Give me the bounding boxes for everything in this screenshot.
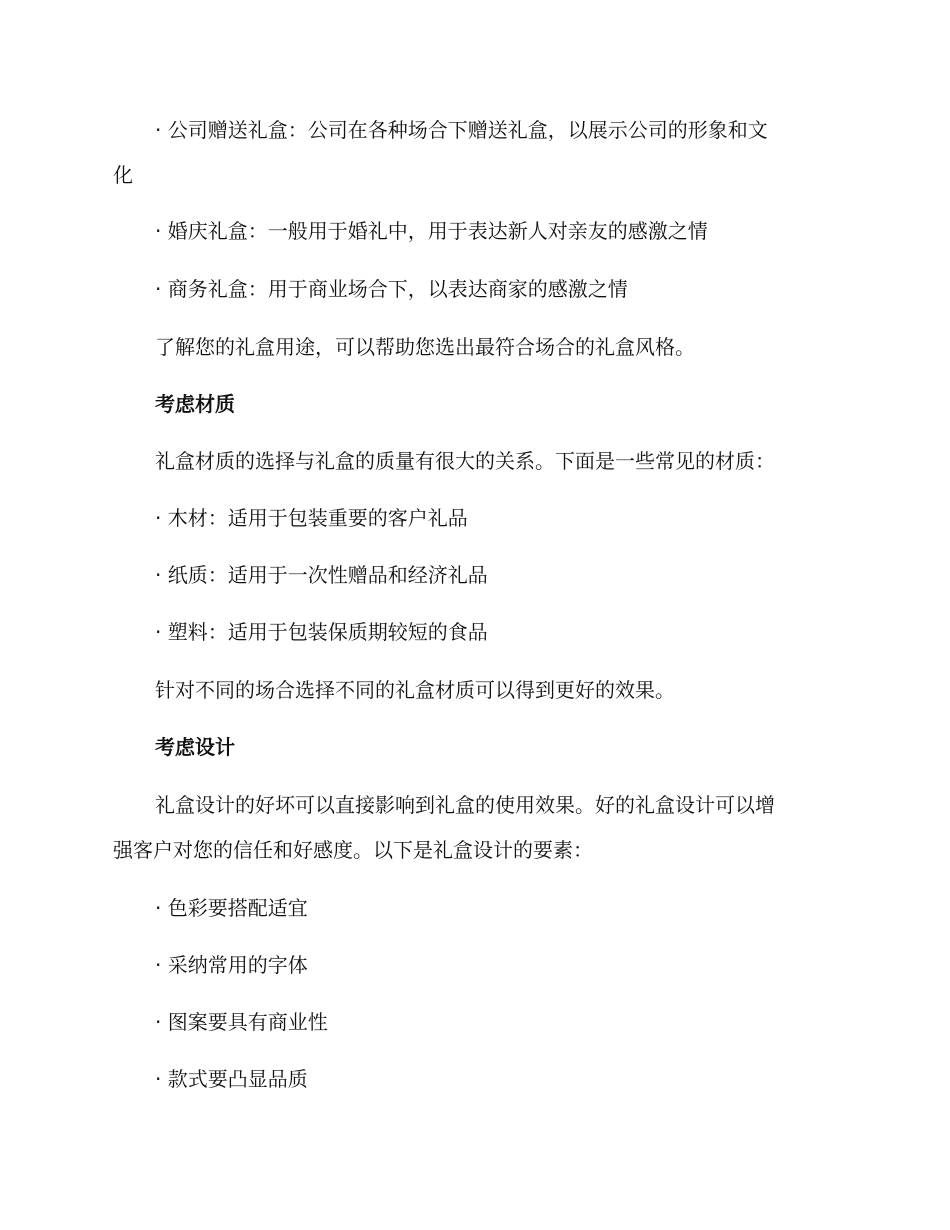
list-item-business-gift-box: · 商务礼盒：用于商业场合下，以表达商家的感激之情 [155,277,628,301]
list-item-paper: · 纸质：适用于一次性赠品和经济礼品 [155,563,488,587]
list-item-company-gift-box: · 公司赠送礼盒：公司在各种场合下赠送礼盒，以展示公司的形象和文 [155,118,768,142]
list-item-plastic: · 塑料：适用于包装保质期较短的食品 [155,620,488,644]
list-item-font: · 采纳常用的字体 [155,953,308,977]
list-item-color: · 色彩要搭配适宜 [155,896,308,920]
list-item-company-gift-box-continued: 化 [113,163,133,187]
paragraph-design-intro: 礼盒设计的好坏可以直接影响到礼盒的使用效果。好的礼盒设计可以增 [155,793,775,817]
paragraph-material-summary: 针对不同的场合选择不同的礼盒材质可以得到更好的效果。 [155,678,675,702]
section-heading-material: 考虑材质 [155,392,235,416]
list-item-wedding-gift-box: · 婚庆礼盒：一般用于婚礼中，用于表达新人对亲友的感激之情 [155,219,708,243]
list-item-wood: · 木材：适用于包装重要的客户礼品 [155,506,468,530]
list-item-pattern: · 图案要具有商业性 [155,1010,328,1034]
paragraph-design-intro-continued: 强客户对您的信任和好感度。以下是礼盒设计的要素： [113,838,593,862]
paragraph-purpose-summary: 了解您的礼盒用途，可以帮助您选出最符合场合的礼盒风格。 [155,335,695,359]
section-heading-design: 考虑设计 [155,735,235,759]
paragraph-material-intro: 礼盒材质的选择与礼盒的质量有很大的关系。下面是一些常见的材质： [155,449,775,473]
list-item-style: · 款式要凸显品质 [155,1067,308,1091]
